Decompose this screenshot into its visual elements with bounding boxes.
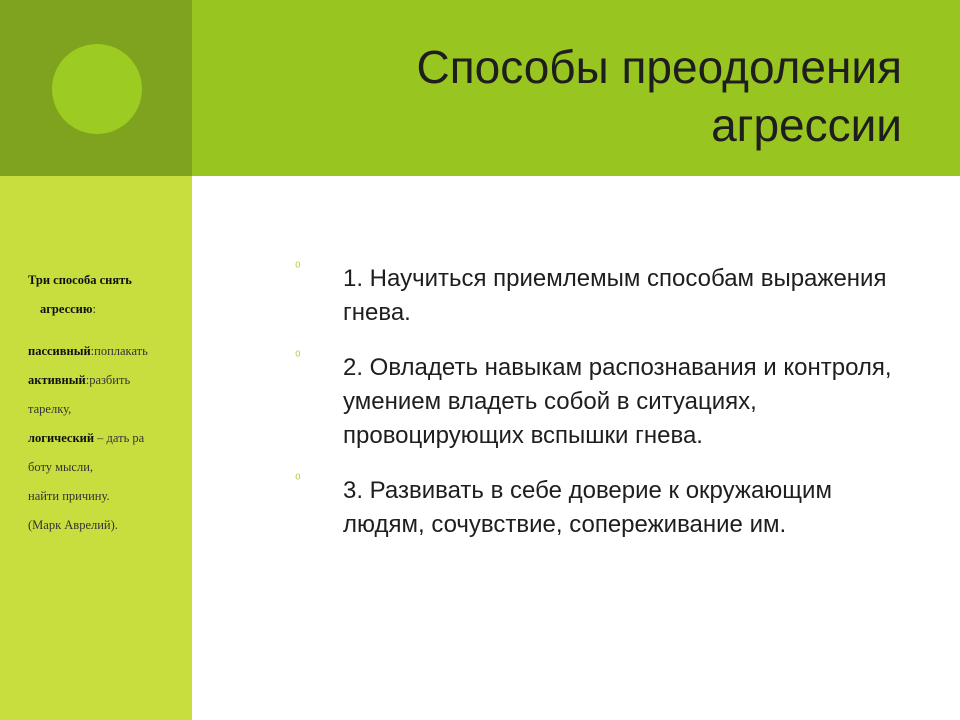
title-band: [192, 0, 960, 176]
sidebar-logical-text: – дать ра: [94, 431, 145, 445]
bullet-text: 1. Научиться приемлемым способам выражения гнева.: [343, 265, 887, 326]
sidebar-active-text: :разбить: [85, 373, 131, 387]
slide-title-line-1: Способы преодоления: [416, 41, 902, 93]
sidebar-passive-text: :поплакать: [90, 344, 148, 358]
bullet-item: [295, 262, 895, 330]
sidebar-logical-term: логический: [28, 431, 95, 445]
decorative-circle: [52, 44, 142, 134]
bullet-text: 3. Развивать в себе доверие к окружающим людям, сочувствие, сопереживание им.: [343, 477, 832, 538]
corner-block: [0, 0, 192, 176]
slide-title-line-2: агрессии: [711, 99, 902, 151]
sidebar-notes: [28, 266, 190, 540]
sidebar-heading-line-1: [28, 266, 190, 295]
sidebar-heading-text-1: Три способа снять: [28, 273, 132, 287]
sidebar-source: (Марк Аврелий).: [28, 518, 118, 532]
sidebar-active-line: [28, 366, 190, 395]
sidebar-heading-colon: :: [92, 302, 96, 316]
bullet-text: 2. Овладеть навыкам распознавания и контроля, умением владеть собой в ситуациях, провоцирующих вспышки гнева.: [343, 354, 892, 449]
sidebar-logical-line: [28, 424, 190, 453]
slide-title: [262, 38, 902, 154]
sidebar-logical-cont-2: найти причину.: [28, 489, 110, 503]
bullet-item: [295, 351, 895, 453]
bullet-item: [295, 474, 895, 542]
bullet-list: [295, 262, 895, 563]
bullet-marker-icon: ⁰: [295, 349, 301, 365]
sidebar-passive-line: [28, 337, 190, 366]
sidebar-active-term: активный: [28, 373, 86, 387]
sidebar-passive-term: пассивный: [28, 344, 91, 358]
bullet-marker-icon: ⁰: [295, 472, 301, 488]
sidebar-heading-text-2: агрессию: [40, 302, 93, 316]
sidebar-logical-cont-1: боту мысли,: [28, 460, 94, 474]
sidebar-active-cont: тарелку,: [28, 402, 72, 416]
sidebar-heading-line-2: [28, 295, 190, 324]
bullet-marker-icon: ⁰: [295, 260, 301, 276]
